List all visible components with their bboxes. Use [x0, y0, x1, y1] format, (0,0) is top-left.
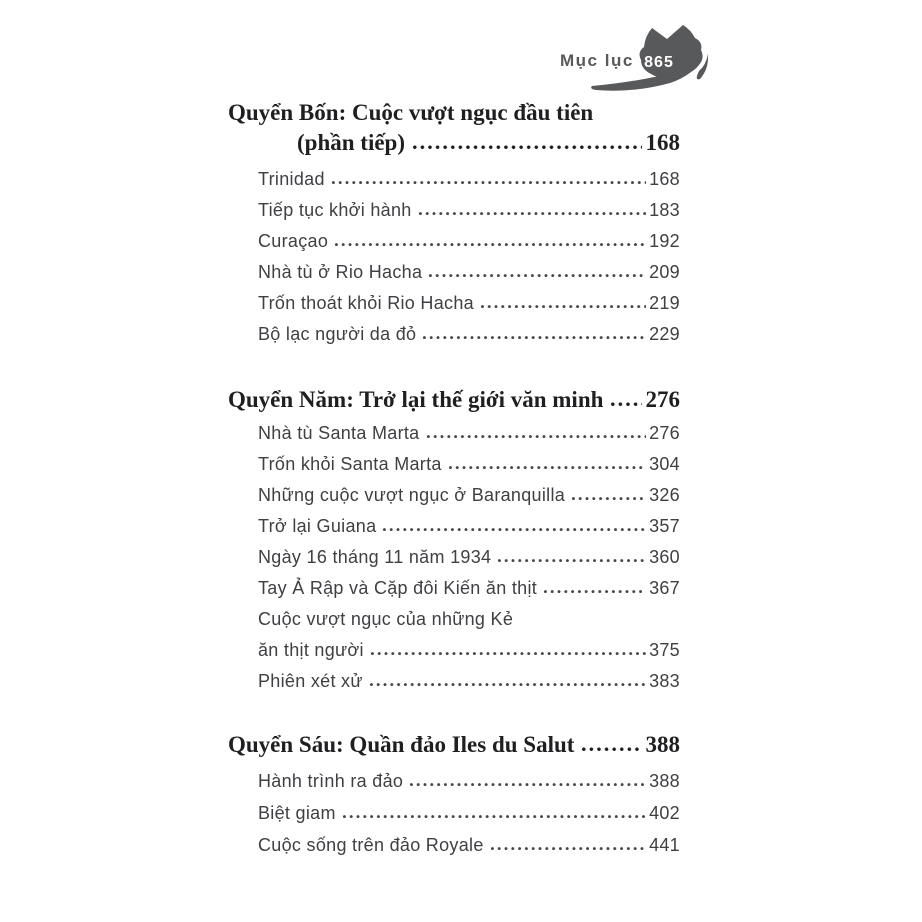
dot-leader: [571, 496, 646, 501]
toc-entry: [228, 797, 680, 829]
toc-entry: [228, 511, 680, 542]
dot-leader: [334, 242, 646, 247]
entry-label: Phiên xét xử: [258, 671, 363, 691]
entry-page-number: 383: [649, 671, 680, 691]
toc-section: [228, 730, 680, 861]
section-page-number: 168: [645, 130, 680, 155]
dot-leader: [331, 180, 646, 185]
dot-leader: [428, 273, 646, 278]
toc-entry: [228, 195, 680, 226]
entry-label: Nhà tù ở Rio Hacha: [258, 262, 423, 282]
entry-label: Những cuộc vượt ngục ở Baranquilla: [258, 485, 566, 505]
entry-page-number: 441: [649, 835, 680, 855]
section-subtitle-row: [228, 128, 680, 158]
entry-page-number: 183: [649, 200, 680, 220]
toc-entry: [228, 765, 680, 797]
entry-label: Trở lại Guiana: [258, 516, 377, 536]
toc-entry: [228, 288, 680, 319]
dot-leader: [369, 682, 646, 687]
toc-entry: [228, 604, 680, 635]
toc-entry: [228, 226, 680, 257]
entry-label: Trốn khỏi Santa Marta: [258, 454, 442, 474]
toc-entry: [228, 542, 680, 573]
section-items: [228, 418, 680, 697]
section-title: Quyển Năm: Trở lại thế giới văn minh: [228, 387, 604, 412]
dot-leader: [426, 434, 647, 439]
toc-entry: [228, 257, 680, 288]
entry-page-number: 168: [649, 169, 680, 189]
entry-label: Cuộc vượt ngục của những Kẻ: [258, 609, 514, 629]
entry-label: Trốn thoát khỏi Rio Hacha: [258, 293, 474, 313]
dot-leader: [422, 335, 646, 340]
section-title-row: [228, 730, 680, 760]
toc-entry: [228, 449, 680, 480]
section-title: Quyển Bốn: Cuộc vượt ngục đầu tiên: [228, 100, 594, 125]
dot-leader: [382, 527, 646, 532]
dot-leader: [448, 465, 646, 470]
entry-label: Biệt giam: [258, 803, 336, 823]
header-title: Mục lục: [560, 51, 634, 70]
dot-leader: [412, 144, 642, 150]
section-title: Quyển Sáu: Quần đảo Iles du Salut: [228, 732, 575, 757]
entry-page-number: 402: [649, 803, 680, 823]
toc-entry: [228, 319, 680, 350]
entry-label: Trinidad: [258, 169, 325, 189]
entry-page-number: 360: [649, 547, 680, 567]
section-page-number: 276: [645, 387, 680, 412]
dot-leader: [490, 846, 646, 851]
dot-leader: [418, 211, 646, 216]
toc-entry: [228, 480, 680, 511]
entry-label: Ngày 16 tháng 11 năm 1934: [258, 547, 492, 567]
entry-page-number: 367: [649, 578, 680, 598]
entry-page-number: 192: [649, 231, 680, 251]
entry-label: Bộ lạc người da đỏ: [258, 324, 417, 344]
dot-leader: [581, 746, 641, 752]
entry-label: Hành trình ra đảo: [258, 771, 404, 791]
entry-label: Cuộc sống trên đảo Royale: [258, 835, 484, 855]
section-title-row: [228, 385, 680, 415]
section-title-row: [228, 98, 680, 128]
entry-label: Curaçao: [258, 231, 329, 251]
section-page-number: 388: [645, 732, 680, 757]
header-page-number: 865: [644, 54, 674, 71]
entry-label: Tay Ả Rập và Cặp đôi Kiến ăn thịt: [258, 578, 538, 598]
section-items: [228, 765, 680, 861]
section-items: [228, 164, 680, 350]
entry-page-number: 326: [649, 485, 680, 505]
butterfly-icon: [586, 24, 710, 96]
dot-leader: [480, 304, 646, 309]
toc-entry: [228, 666, 680, 697]
entry-page-number: 388: [649, 771, 680, 791]
dot-leader: [342, 814, 646, 819]
entry-page-number: 209: [649, 262, 680, 282]
entry-page-number: 304: [649, 454, 680, 474]
entry-page-number: 219: [649, 293, 680, 313]
toc-entry: [228, 573, 680, 604]
toc-entry: [228, 829, 680, 861]
dot-leader: [497, 558, 646, 563]
entry-label: ăn thịt người: [258, 640, 364, 660]
toc-section: [228, 385, 680, 697]
toc-content: [228, 98, 680, 861]
toc-entry: [228, 635, 680, 666]
dot-leader: [543, 589, 646, 594]
entry-page-number: 229: [649, 324, 680, 344]
entry-label: Nhà tù Santa Marta: [258, 423, 420, 443]
section-subtitle: (phần tiếp): [297, 130, 405, 155]
entry-page-number: 375: [649, 640, 680, 660]
toc-entry: [228, 164, 680, 195]
entry-page-number: 276: [649, 423, 680, 443]
dot-leader: [610, 401, 641, 407]
entry-page-number: 357: [649, 516, 680, 536]
dot-leader: [409, 782, 646, 787]
toc-entry: [228, 418, 680, 449]
toc-section: [228, 98, 680, 350]
dot-leader: [370, 651, 646, 656]
entry-label: Tiếp tục khởi hành: [258, 200, 412, 220]
